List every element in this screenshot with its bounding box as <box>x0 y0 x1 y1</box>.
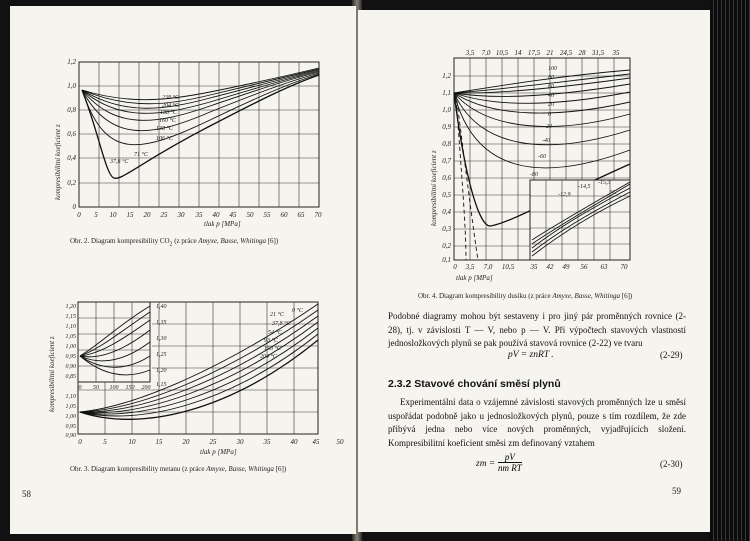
paragraph-2: Experimentální data o vzájemné závislosti stavových proměnných lze u směsí uspořádat podobně jako u jednosložkových plynů, pouze s tím rozdílem, že zde přibývá jedna nebo více nových proměnných, vyjadřujících složení. Kompresibilitní koeficient směsi zm definovaný vztahem <box>388 397 686 448</box>
temp-label: 80 <box>548 75 554 81</box>
x-tick: 10,5 <box>501 263 515 271</box>
x-tick: 56 <box>580 263 588 271</box>
y-tick: 0,6 <box>67 130 76 138</box>
x-tick: 70 <box>314 211 322 219</box>
top-x-tick: 31,5 <box>591 49 605 57</box>
temp-label: -60 <box>538 154 546 160</box>
temp-label: 37,8 °C <box>272 321 291 327</box>
y-tick: 0,8 <box>442 140 451 148</box>
y-tick: 1,20 <box>65 304 76 310</box>
temp-label: 54 °C <box>268 330 282 336</box>
temp-unit-label: °C <box>610 190 617 196</box>
top-x-tick: 21 <box>546 49 554 57</box>
x-tick: 60 <box>280 211 288 219</box>
x-tick: 0 <box>77 211 81 219</box>
x-tick: 5 <box>103 438 107 446</box>
y-tick: 1,30 <box>156 336 167 342</box>
top-x-tick: 10,5 <box>495 49 509 57</box>
temp-label: 37,8 °C <box>110 159 129 165</box>
left-page <box>10 6 356 534</box>
fraction-denominator: nm RT <box>498 463 522 473</box>
x-tick: 50 <box>246 211 254 219</box>
temp-label: 150 °C <box>264 346 281 352</box>
y-tick: 0,8 <box>67 106 76 114</box>
y-tick: 1,05 <box>65 404 76 410</box>
x-tick: 35 <box>195 211 203 219</box>
temp-label: 188 °C <box>160 110 177 116</box>
x-tick: 50 <box>336 438 344 446</box>
top-x-tick: 3,5 <box>465 49 475 57</box>
x-axis-label: tlak p [MPa] <box>456 274 493 282</box>
inset-x-tick: 50 <box>93 385 99 391</box>
x-tick: 7,0 <box>483 263 493 271</box>
y-tick: 1,0 <box>442 106 451 114</box>
temp-label: 21 °C <box>270 312 284 318</box>
temp-label: -40 <box>542 138 550 144</box>
x-tick: 30 <box>177 211 185 219</box>
page-edges <box>710 0 750 541</box>
top-x-tick: 28 <box>578 49 586 57</box>
fig2-xlabel: tlak p [MPa] <box>204 220 241 228</box>
y-tick: 0,3 <box>442 225 451 233</box>
x-tick: 45 <box>312 438 320 446</box>
temp-label: 204 °C <box>260 354 277 360</box>
section-heading: 2.3.2 Stavové chování směsí plynů <box>388 378 561 390</box>
y-tick: 0,5 <box>442 191 451 199</box>
temp-label: -80 <box>530 172 538 178</box>
x-tick: 25 <box>160 211 168 219</box>
temp-label: 0 <box>548 112 551 118</box>
temp-label: 0 °C <box>292 308 303 314</box>
y-tick: 1,35 <box>156 320 167 326</box>
y-tick: 0,85 <box>65 374 76 380</box>
y-axis-label: kompresibilitní koeficient z <box>54 124 62 200</box>
equation-2-29: pV = znRT . <box>508 350 554 360</box>
top-x-tick: 7,0 <box>481 49 491 57</box>
y-tick: 1,05 <box>65 334 76 340</box>
x-tick: 35 <box>530 263 538 271</box>
temp-label: 71 °C <box>134 152 148 158</box>
temp-label: 106 °C <box>156 136 173 142</box>
y-tick: 0,6 <box>442 174 451 182</box>
y-tick: 1,10 <box>65 394 76 400</box>
x-tick: 20 <box>182 438 190 446</box>
y-tick: 1,00 <box>65 414 76 420</box>
temp-label: 238 °C <box>162 95 179 101</box>
paragraph-1: Podobné diagramy mohou být sestaveny i pro jiný pár proměnných rovnice (2-28), tj. v závislosti T — V, nebo p — V. Při výpočtech stavových vlastností jednosložkových plynů se pak používá stavová rovnice (2-22) ve tvaru <box>388 311 686 348</box>
y-tick: 0,2 <box>442 242 451 250</box>
x-tick: 15 <box>155 438 163 446</box>
equation-2-30-fraction <box>498 452 522 473</box>
inset-x-tick: 0 <box>78 385 82 391</box>
figure-2-co2-chart <box>10 50 356 220</box>
top-x-tick: 14 <box>514 49 522 57</box>
x-tick: 49 <box>562 263 570 271</box>
y-tick: 1,2 <box>442 72 451 80</box>
y-tick: 0,2 <box>67 179 76 187</box>
temp-label: 20 <box>548 102 554 108</box>
x-tick: 40 <box>212 211 220 219</box>
y-tick: 1,40 <box>156 304 167 310</box>
y-tick: 0,4 <box>442 208 451 216</box>
page-number: 58 <box>22 489 31 499</box>
inset-x-tick: 100 <box>109 385 119 391</box>
temp-label: 204 °C <box>162 103 179 109</box>
x-tick: 10 <box>109 211 117 219</box>
temp-label: 60 <box>548 84 554 90</box>
figure-4-caption: Obr. 4. Diagram kompresibility dusíku (z práce Amyxe, Basse, Whitinga [6]) <box>418 292 633 300</box>
fraction-numerator: pV <box>498 452 522 463</box>
temp-label: -20 <box>544 124 552 130</box>
figure-3-caption: Obr. 3. Diagram kompresibility metanu (z práce Amyxe, Basse, Whitinga [6]) <box>70 465 287 473</box>
y-tick: 0 <box>72 203 76 211</box>
y-tick: 1,10 <box>65 324 76 330</box>
y-tick: 1,1 <box>442 89 451 97</box>
temp-label: 160 °C <box>159 118 176 124</box>
temp-label: 93 °C <box>264 338 278 344</box>
y-axis-label: kompresibilitní koeficient z <box>48 336 56 412</box>
x-tick: 35 <box>263 438 271 446</box>
y-tick: 0,95 <box>65 354 76 360</box>
y-tick: 1,2 <box>67 58 76 66</box>
y-tick: 1,20 <box>156 368 167 374</box>
y-tick: 0,90 <box>65 364 76 370</box>
x-tick: 15 <box>126 211 134 219</box>
y-tick: 1,0 <box>67 82 76 90</box>
temp-label: 100 <box>548 66 557 72</box>
y-tick: 1,15 <box>65 314 76 320</box>
page-number: 59 <box>672 486 681 496</box>
temp-label: -15,3 <box>598 180 611 186</box>
top-x-tick: 17,5 <box>527 49 541 57</box>
x-tick: 20 <box>143 211 151 219</box>
y-tick: 0,4 <box>67 154 76 162</box>
x-tick: 25 <box>209 438 217 446</box>
x-tick: 42 <box>546 263 554 271</box>
y-tick: 0,95 <box>65 424 76 430</box>
y-tick: 0,90 <box>65 433 76 439</box>
x-tick: 45 <box>229 211 237 219</box>
right-page <box>358 10 710 532</box>
x-tick: 5 <box>94 211 98 219</box>
equation-2-30-lhs: zm = <box>476 459 496 469</box>
y-tick: 1,00 <box>65 344 76 350</box>
inset-x-tick: 200 <box>141 385 151 391</box>
figure-4-nitrogen-chart <box>358 46 710 316</box>
x-axis-label: tlak p [MPa] <box>200 448 237 456</box>
y-tick: 1,15 <box>156 382 167 388</box>
y-tick: 1,25 <box>156 352 167 358</box>
figure-2-caption: Obr. 2. Diagram kompresibility $CO_2$ (z práce Amyxe, Basse, Whitinga [6]) <box>70 237 279 248</box>
x-tick: 55 <box>263 211 271 219</box>
equation-number: (2-29) <box>660 350 683 360</box>
x-tick: 40 <box>290 438 298 446</box>
equation-number: (2-30) <box>660 459 683 469</box>
top-x-tick: 24,5 <box>559 49 573 57</box>
top-x-tick: 35 <box>612 49 620 57</box>
y-tick: 0,1 <box>442 256 451 264</box>
y-axis-label: kompresibilitní koeficient z <box>430 150 438 226</box>
y-tick: 0,7 <box>442 157 451 165</box>
temp-label: -14,5 <box>578 184 591 190</box>
x-tick: 10 <box>128 438 136 446</box>
x-tick: 3,5 <box>465 263 475 271</box>
x-tick: 63 <box>600 263 608 271</box>
x-tick: 65 <box>297 211 305 219</box>
y-tick: 0,9 <box>442 123 451 131</box>
temp-label: 138 °C <box>156 126 173 132</box>
x-tick: 0 <box>453 263 457 271</box>
x-tick: 70 <box>620 263 628 271</box>
x-tick: 30 <box>236 438 244 446</box>
x-tick: 0 <box>78 438 82 446</box>
temp-label: 40 <box>548 93 554 99</box>
figure-3-methane-chart <box>10 294 356 464</box>
temp-label: -12,9 <box>558 192 571 198</box>
inset-x-tick: 150 <box>125 385 135 391</box>
